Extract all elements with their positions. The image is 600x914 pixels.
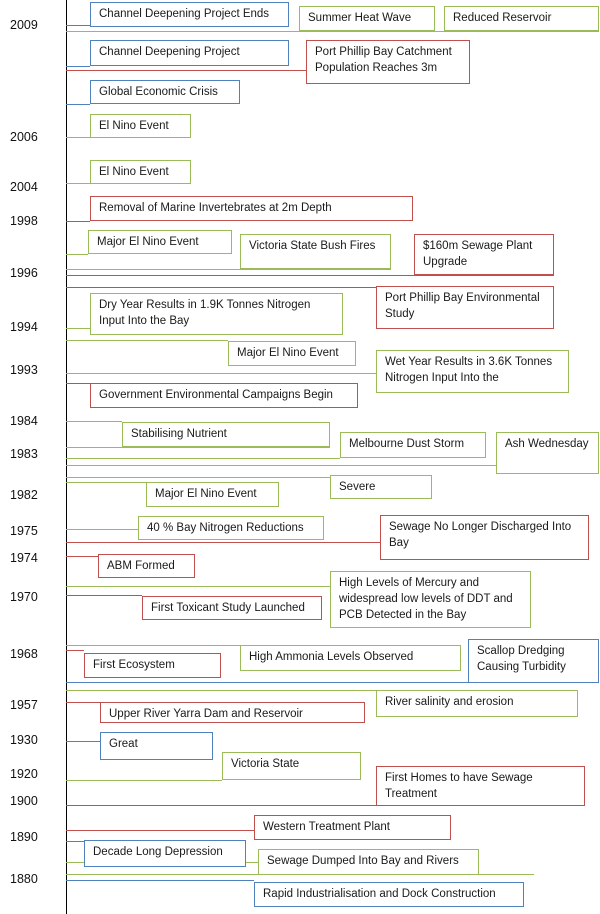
event-rapid-industrialisation: Rapid Industrialisation and Dock Construction: [254, 882, 524, 907]
event-bay-environmental-study: Port Phillip Bay Environmental Study: [376, 286, 554, 329]
event-channel-deepening-ends: Channel Deepening Project Ends: [90, 2, 289, 27]
event-first-homes-sewage: First Homes to have Sewage Treatment: [376, 766, 585, 806]
connector-line: [66, 586, 330, 587]
event-decade-long-depression: Decade Long Depression: [84, 840, 246, 867]
event-marine-invertebrates: Removal of Marine Invertebrates at 2m Depth: [90, 196, 413, 221]
connector-line: [66, 841, 84, 842]
year-label-1983: 1983: [10, 447, 38, 461]
year-label-1982: 1982: [10, 488, 38, 502]
connector-line: [66, 702, 100, 703]
event-summer-heat-wave: Summer Heat Wave: [299, 6, 435, 31]
connector-line: [66, 275, 554, 276]
connector-line: [66, 31, 599, 32]
event-first-ecosystem: First Ecosystem: [84, 653, 221, 678]
year-label-1994: 1994: [10, 320, 38, 334]
event-stabilising-nutrient: Stabilising Nutrient: [122, 422, 330, 447]
event-el-nino-2004: El Nino Event: [90, 160, 191, 184]
connector-line: [66, 542, 380, 543]
event-global-economic-crisis: Global Economic Crisis: [90, 80, 240, 104]
connector-line: [66, 328, 90, 329]
event-channel-deepening: Channel Deepening Project: [90, 40, 289, 66]
event-dry-year-nitrogen: Dry Year Results in 1.9K Tonnes Nitrogen Input Into the Bay: [90, 293, 343, 335]
event-major-el-nino-1994: Major El Nino Event: [228, 341, 356, 366]
connector-line: [66, 805, 376, 806]
connector-line: [66, 254, 88, 255]
connector-line: [66, 25, 90, 26]
year-label-1993: 1993: [10, 363, 38, 377]
year-label-1970: 1970: [10, 590, 38, 604]
connector-line: [66, 482, 146, 483]
event-yarra-dam: Upper River Yarra Dam and Reservoir: [100, 702, 365, 723]
connector-line: [66, 70, 306, 71]
connector-line: [66, 383, 90, 384]
event-dust-storm: Melbourne Dust Storm: [340, 432, 486, 458]
year-label-2009: 2009: [10, 18, 38, 32]
connector-line: [66, 477, 330, 478]
event-wet-year-nitrogen: Wet Year Results in 3.6K Tonnes Nitrogen Input Into the: [376, 350, 569, 393]
event-major-el-nino-1982: Major El Nino Event: [146, 482, 279, 507]
event-river-salinity: River salinity and erosion: [376, 690, 578, 717]
event-bush-fires: Victoria State Bush Fires: [240, 234, 391, 269]
connector-line: [66, 645, 240, 646]
event-environmental-campaigns: Government Environmental Campaigns Begin: [90, 383, 358, 408]
connector-line: [66, 421, 122, 422]
connector-line: [66, 556, 98, 557]
connector-line: [66, 830, 254, 831]
event-sewage-no-longer: Sewage No Longer Discharged Into Bay: [380, 515, 589, 560]
year-label-2004: 2004: [10, 180, 38, 194]
connector-line: [66, 221, 90, 222]
year-label-1974: 1974: [10, 551, 38, 565]
event-victoria-state: Victoria State: [222, 752, 361, 780]
connector-line: [66, 269, 391, 270]
event-sewage-dumped: Sewage Dumped Into Bay and Rivers: [258, 849, 479, 875]
year-label-1998: 1998: [10, 214, 38, 228]
connector-line: [66, 340, 228, 341]
connector-line: [66, 650, 84, 651]
year-label-1890: 1890: [10, 830, 38, 844]
event-mercury-ddt-pcb: High Levels of Mercury and widespread low levels of DDT and PCB Detected in the Bay: [330, 571, 531, 628]
year-label-1984: 1984: [10, 414, 38, 428]
connector-line: [66, 529, 138, 530]
year-label-1920: 1920: [10, 767, 38, 781]
event-high-ammonia: High Ammonia Levels Observed: [240, 645, 461, 671]
connector-line: [66, 447, 330, 448]
year-label-1880: 1880: [10, 872, 38, 886]
connector-line: [66, 183, 90, 184]
connector-line: [66, 690, 376, 691]
connector-line: [66, 458, 340, 459]
event-catchment-population: Port Phillip Bay Catchment Population Reaches 3m: [306, 40, 470, 84]
event-nitrogen-reductions: 40 % Bay Nitrogen Reductions: [138, 516, 324, 540]
connector-line: [66, 780, 222, 781]
connector-line: [66, 595, 142, 596]
connector-line: [66, 66, 90, 67]
connector-line: [66, 287, 376, 288]
year-label-1968: 1968: [10, 647, 38, 661]
event-western-treatment-plant: Western Treatment Plant: [254, 815, 451, 840]
event-great: Great: [100, 732, 213, 760]
year-label-1900: 1900: [10, 794, 38, 808]
year-label-1975: 1975: [10, 524, 38, 538]
event-el-nino-2006: El Nino Event: [90, 114, 191, 138]
connector-line: [66, 373, 376, 374]
event-abm-formed: ABM Formed: [98, 554, 195, 578]
event-ash-wednesday: Ash Wednesday: [496, 432, 599, 474]
event-scallop-dredging: Scallop Dredging Causing Turbidity: [468, 639, 599, 683]
event-first-toxicant-study: First Toxicant Study Launched: [142, 596, 322, 620]
event-sewage-plant-upgrade: $160m Sewage Plant Upgrade: [414, 234, 554, 275]
event-severe: Severe: [330, 475, 432, 499]
connector-line: [66, 682, 468, 683]
event-major-el-nino-1996: Major El Nino Event: [88, 230, 232, 254]
year-label-1930: 1930: [10, 733, 38, 747]
event-reduced-reservoir: Reduced Reservoir: [444, 6, 599, 31]
year-label-1996: 1996: [10, 266, 38, 280]
connector-line: [66, 104, 90, 105]
connector-line: [66, 880, 254, 881]
connector-line: [66, 465, 496, 466]
year-label-1957: 1957: [10, 698, 38, 712]
connector-line: [66, 137, 90, 138]
connector-line: [66, 741, 100, 742]
year-label-2006: 2006: [10, 130, 38, 144]
